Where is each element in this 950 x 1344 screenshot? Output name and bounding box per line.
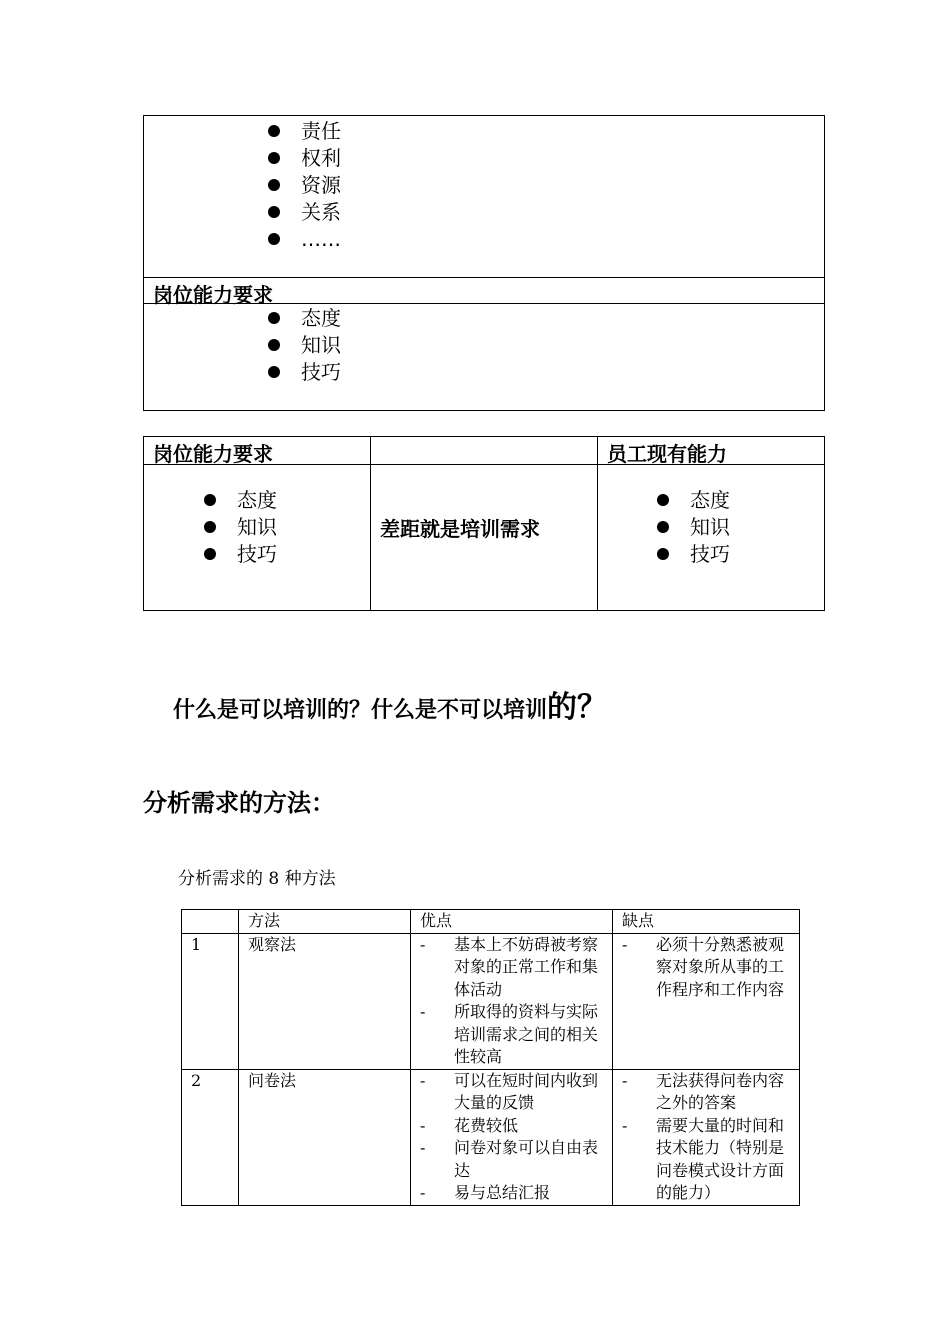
- bullet-icon: [268, 152, 280, 164]
- section-header-row: [144, 277, 824, 307]
- header-cell: 方法: [239, 910, 411, 934]
- list-item: 权利: [268, 145, 341, 172]
- bullet-icon: [657, 521, 669, 533]
- section-title: 分析需求的方法：: [143, 789, 335, 817]
- column-divider: [370, 437, 371, 610]
- gap-text: 差距就是培训需求: [380, 517, 540, 541]
- ability-list: [268, 305, 341, 386]
- gap-analysis-table: [143, 436, 825, 611]
- list-item: - 必须十分熟悉被观察对象所从事的工作程序和工作内容: [622, 934, 785, 999]
- cons-cell: [613, 933, 800, 1069]
- list-item: 态度: [204, 487, 277, 514]
- question-text: 什么是可以培训的？什么是不可以培训: [173, 698, 548, 723]
- bullet-icon: [268, 125, 280, 137]
- header-current-ability: 员工现有能力: [607, 442, 727, 466]
- bullet-icon: [268, 179, 280, 191]
- list-item: 技巧: [657, 541, 730, 568]
- list-item: 知识: [204, 514, 277, 541]
- list-item: 技巧: [268, 359, 341, 386]
- methods-table: [181, 909, 800, 1206]
- list-item: 知识: [657, 514, 730, 541]
- row-number: 2: [182, 1069, 239, 1205]
- bullet-icon: [204, 521, 216, 533]
- method-name: 观察法: [239, 933, 411, 1069]
- list-item: - 可以在短时间内收到大量的反馈: [420, 1070, 599, 1112]
- bullet-icon: [268, 366, 280, 378]
- list-item: 态度: [657, 487, 730, 514]
- bullet-icon: [204, 548, 216, 560]
- pros-cell: [411, 1069, 613, 1205]
- list-item: - 问卷对象可以自由表达: [420, 1138, 599, 1180]
- list-item: - 花费较低: [420, 1115, 519, 1135]
- header-cell: 优点: [411, 910, 613, 934]
- methods-caption: 分析需求的 8 种方法: [178, 869, 336, 889]
- list-item: 资源: [268, 172, 341, 199]
- list-item: 责任: [268, 118, 341, 145]
- list-item: 关系: [268, 199, 341, 226]
- table-header-row: [182, 910, 800, 934]
- list-item: - 所取得的资料与实际培训需求之间的相关性较高: [420, 1002, 599, 1066]
- section-header: 岗位能力要求: [153, 283, 273, 307]
- list-item: - 需要大量的时间和技术能力（特别是问卷模式设计方面的能力）: [622, 1115, 785, 1202]
- question-tail: 的？: [547, 690, 608, 725]
- responsibility-list: [268, 118, 341, 253]
- header-cell: [182, 910, 239, 934]
- bullet-icon: [268, 339, 280, 351]
- list-item: - 易与总结汇报: [420, 1183, 551, 1202]
- table-row: [182, 1069, 800, 1205]
- list-item: 知识: [268, 332, 341, 359]
- row-number: 1: [182, 933, 239, 1069]
- question-heading: [173, 682, 607, 726]
- header-required-ability: 岗位能力要求: [153, 442, 273, 466]
- bullet-icon: [204, 494, 216, 506]
- list-item: - 无法获得问卷内容之外的答案: [622, 1070, 785, 1112]
- bullet-icon: [657, 548, 669, 560]
- list-item: 态度: [268, 305, 341, 332]
- responsibility-ability-table: [143, 115, 825, 411]
- pros-cell: [411, 933, 613, 1069]
- list-item: 技巧: [204, 541, 277, 568]
- required-ability-list: [204, 487, 277, 568]
- current-ability-list: [657, 487, 730, 568]
- list-item: ……: [268, 226, 341, 253]
- cons-cell: [613, 1069, 800, 1205]
- bullet-icon: [268, 312, 280, 324]
- bullet-icon: [268, 233, 280, 245]
- header-cell: 缺点: [613, 910, 800, 934]
- bullet-icon: [268, 206, 280, 218]
- bullet-icon: [657, 494, 669, 506]
- column-divider: [597, 437, 598, 610]
- list-item: - 基本上不妨碍被考察对象的正常工作和集体活动: [420, 934, 599, 999]
- table-row: [182, 933, 800, 1069]
- method-name: 问卷法: [239, 1069, 411, 1205]
